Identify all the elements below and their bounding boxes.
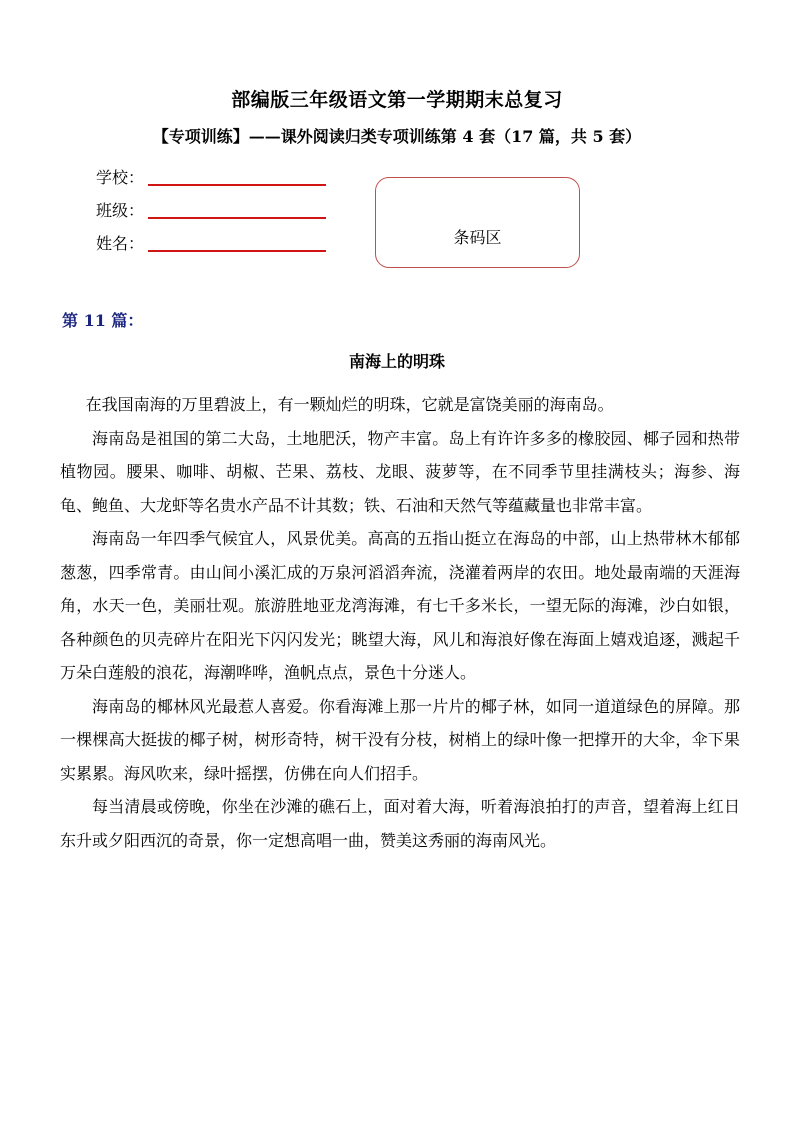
article-paragraph: 海南岛是祖国的第二大岛，土地肥沃，物产丰富。岛上有许许多多的橡胶园、椰子园和热带植物园。腰果、咖啡、胡椒、芒果、荔枝、龙眼、菠萝等，在不同季节里挂满枝头；海参、海龟、鲍鱼、大龙虾等名贵水产品不计其数；铁、石油和天然气等蕴藏量也非常丰富。	[60, 428, 740, 515]
class-row	[96, 199, 326, 221]
document-subtitle: 【专项训练】——课外阅读归类专项训练第 4 套（17 篇，共 5 套）	[152, 127, 642, 146]
class-input-line[interactable]	[148, 217, 326, 219]
document-title: 部编版三年级语文第一学期期末总复习	[231, 89, 563, 111]
article-paragraph: 在我国南海的万里碧波上，有一颗灿烂的明珠，它就是富饶美丽的海南岛。	[85, 395, 614, 414]
barcode-label: 条码区	[453, 228, 502, 247]
name-label: 姓名：	[96, 234, 145, 253]
section-label: 第 11 篇：	[62, 311, 144, 330]
barcode-area	[375, 177, 580, 268]
school-input-line[interactable]	[148, 184, 326, 186]
class-label: 班级：	[96, 201, 145, 220]
article-title: 南海上的明珠	[348, 352, 445, 371]
name-row	[96, 232, 326, 254]
article-body	[60, 388, 740, 857]
school-row	[96, 166, 326, 188]
article-paragraph: 每当清晨或傍晚，你坐在沙滩的礁石上，面对着大海，听着海浪拍打的声音，望着海上红日东升或夕阳西沉的奇景，你一定想高唱一曲，赞美这秀丽的海南风光。	[60, 797, 740, 850]
article-paragraph: 海南岛一年四季气候宜人，风景优美。高高的五指山挺立在海岛的中部，山上热带林木郁郁葱葱，四季常青。由山间小溪汇成的万泉河滔滔奔流，浇灌着两岸的农田。地处最南端的天涯海角，水天一色，美丽壮观。旅游胜地亚龙湾海滩，有七千多米长，一望无际的海滩，沙白如银，各种颜色的贝壳碎片在阳光下闪闪发光；眺望大海，风儿和海浪好像在海面上嬉戏追逐，溅起千万朵白莲般的浪花，海潮哗哗，渔帆点点，景色十分迷人。	[60, 529, 740, 682]
name-input-line[interactable]	[148, 250, 326, 252]
article-paragraph: 海南岛的椰林风光最惹人喜爱。你看海滩上那一片片的椰子林，如同一道道绿色的屏障。那一棵棵高大挺拔的椰子树，树形奇特，树干没有分枝，树梢上的绿叶像一把撑开的大伞，伞下果实累累。海风吹来，绿叶摇摆，仿佛在向人们招手。	[60, 696, 740, 783]
school-label: 学校：	[96, 168, 145, 187]
